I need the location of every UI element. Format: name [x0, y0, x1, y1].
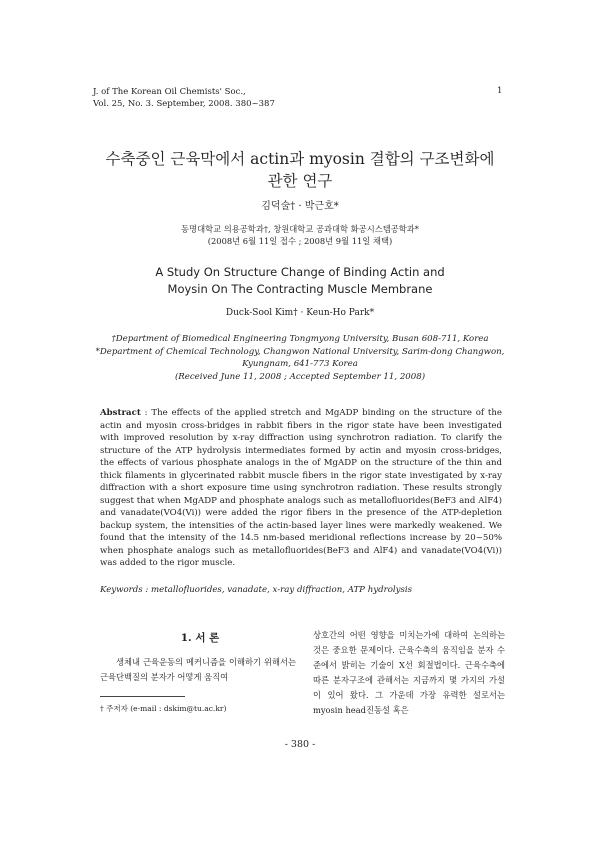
abstract	[100, 407, 502, 570]
korean-title-line-2: 관한 연구	[267, 172, 333, 190]
abstract-label: Abstract	[100, 408, 141, 418]
english-affiliation-line-1: †Department of Biomedical Engineering Tongmyong University, Busan 608-711, Korea	[111, 334, 489, 344]
english-affiliation-line-2: *Department of Chemical Technology, Changwon National University, Sarim-dong Changwon,	[95, 346, 505, 357]
body-column-right: 상호간의 어떤 영향을 미치는가에 대하여 논의하는 것은 중요한 문제이다. 근육수축의 움직임을 분자 수준에서 밝히는 기술이 X선 회절법이다. 근육수축에 따른 분자구조에 관해서는 지금까지 몇 가지의 가설이 있어 왔다. 그 가운데 가장 유력한 설로서는 myosin head진동설 혹은	[313, 630, 505, 715]
body-column-left: 생체내 근육운동의 메커니즘을 이해하기 위해서는 근육단백질의 분자가 어떻게 움직여	[100, 657, 296, 682]
english-title	[60, 264, 540, 298]
section-heading: 1. 서 론	[180, 632, 220, 644]
english-affiliation-line-3: Kyungnam, 641-773 Korea	[242, 359, 358, 369]
korean-received-line: (2008년 6월 11일 접수 ; 2008년 9월 11일 채택)	[207, 236, 393, 246]
korean-authors: 김덕술† · 박근호*	[261, 201, 339, 212]
journal-line-2: Vol. 25, No. 3. September, 2008. 380~387	[93, 99, 275, 109]
footnote: † 주저자 (e-mail : dskim@tu.ac.kr)	[100, 704, 227, 713]
english-title-line-2: Moysin On The Contracting Muscle Membrane	[167, 282, 433, 296]
abstract-text: : The effects of the applied stretch and MgADP binding on the structure of the actin and myosin cross-bridges in rabbit fibers in the rigor state have been investigated with improved resolution by x-ray diffraction using synchrotron radiation. To clarify the structure of the ATP hydrolysis intermediates formed by actin and myosin cross-bridges, the effects of various phosphate analogs in the of MgADP on the structure of the thin and thick filaments in glycerinated rabbit muscle fibers in the rigor state investigated by x-ray diffraction with a short exposure time using synchrotron radiation. These results strongly suggest that when MgADP and phosphate analogs such as metallofluorides(BeF3 and AlF4) and vanadate(VO4(Vi)) were added the rigor fibers in the presence of the ATP-depletion backup system, the intensities of the actin-based layer lines were markedly weakened. We found that the intensity of the 14.5 nm-based meridional reflections increase by 20~50% when phosphate analogs such as metallofluorides(BeF3 and AlF4) and vanadate(VO4(Vi)) was added to the rigor muscle.	[100, 408, 502, 568]
english-authors: Duck-Sool Kim† · Keun-Ho Park*	[225, 308, 375, 318]
korean-title-line-1: 수축중인 근육막에서 actin과 myosin 결합의 구조변화에	[105, 150, 495, 168]
keywords: Keywords : metallofluorides, vanadate, x-ray diffraction, ATP hydrolysis	[100, 585, 413, 595]
footer-page-number: - 380 -	[284, 739, 316, 750]
english-title-line-1: A Study On Structure Change of Binding Actin and	[155, 265, 445, 279]
page-number: 1	[497, 86, 503, 96]
journal-line-1: J. of The Korean Oil Chemists' Soc.,	[93, 87, 246, 97]
english-affiliation	[60, 333, 540, 383]
korean-affiliation	[60, 223, 540, 247]
footnote-rule	[100, 696, 185, 697]
korean-title	[60, 148, 540, 192]
english-received-line: (Received June 11, 2008 ; Accepted September 11, 2008)	[174, 371, 426, 382]
korean-affiliation-line: 동명대학교 의용공학과†, 창원대학교 공과대학 화공시스템공학과*	[181, 224, 419, 234]
journal-header	[93, 86, 275, 110]
